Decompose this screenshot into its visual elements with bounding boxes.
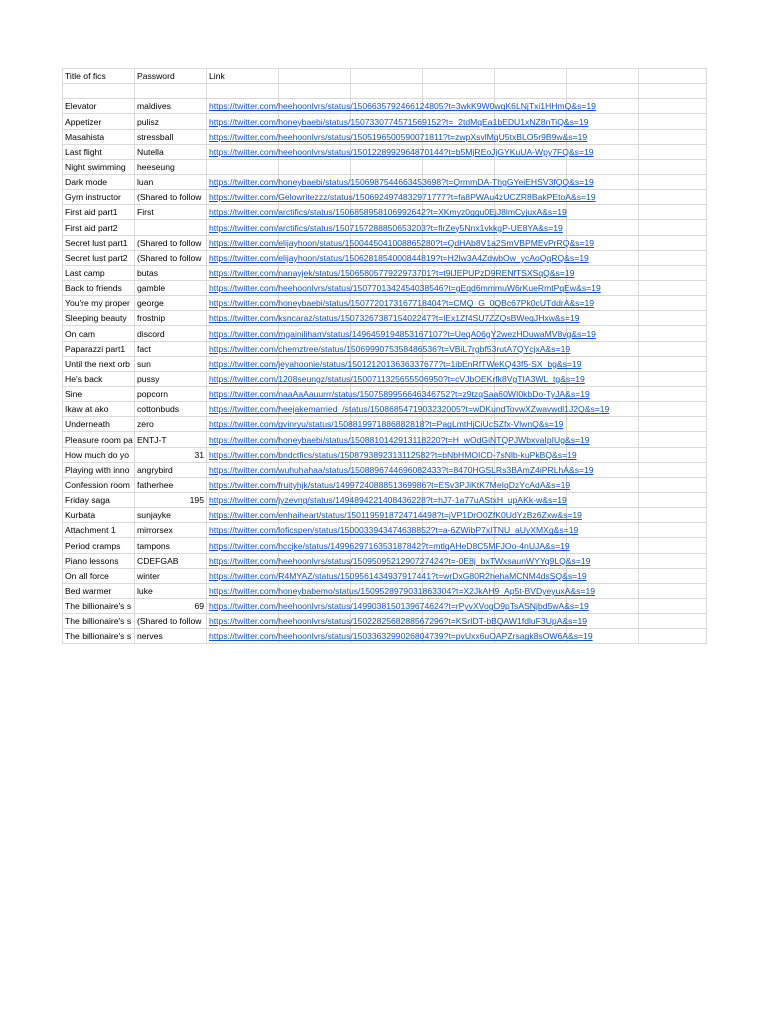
empty-cell bbox=[567, 417, 639, 432]
empty-cell bbox=[639, 129, 707, 144]
link-cell[interactable] bbox=[207, 114, 589, 129]
empty-cell bbox=[639, 402, 707, 417]
fic-link[interactable]: https://twitter.com/fruityhjk/status/1499724088851369986?t=ESv3PJiKtK7MeIqDzYcAdA&s=19 bbox=[209, 479, 571, 490]
fic-title-cell[interactable]: The billionaire's s bbox=[63, 598, 135, 613]
table-row bbox=[63, 477, 707, 492]
link-cell[interactable] bbox=[207, 371, 585, 386]
empty-cell bbox=[639, 69, 707, 84]
password-cell[interactable]: (Shared to follow bbox=[135, 235, 207, 250]
link-cell[interactable] bbox=[207, 492, 567, 507]
password-cell[interactable]: george bbox=[135, 296, 207, 311]
header-link: Link bbox=[207, 69, 279, 84]
fic-link[interactable]: https://twitter.com/1208seungz/status/1500711325655506950?t=cVJbOEKrfk8VgTIA3WL_tg&s=19 bbox=[209, 373, 585, 384]
fic-link[interactable]: https://twitter.com/nanayjek/status/1506580577922973701?t=t9lJEPUPzD9RENfTSXSqQ&s=19 bbox=[209, 267, 575, 278]
fic-title-cell[interactable]: First aid part2 bbox=[63, 220, 135, 235]
link-cell[interactable] bbox=[207, 462, 594, 477]
empty-cell bbox=[639, 598, 707, 613]
password-cell[interactable]: cottonbuds bbox=[135, 402, 207, 417]
table-row bbox=[63, 311, 707, 326]
fic-link[interactable]: https://twitter.com/Gelowritezzz/status/1506924974832971777?t=fa8PWAu4zUCZR8BakPEtoA&s=19 bbox=[209, 192, 596, 203]
password-cell[interactable]: (Shared to follow bbox=[135, 250, 207, 265]
table-row bbox=[63, 614, 707, 629]
link-cell[interactable] bbox=[207, 144, 594, 159]
fic-link[interactable]: https://twitter.com/arctifics/status/1506858958106992642?t=XKmyz0ggu0EjJ8lmCyjuxA&s=19 bbox=[209, 207, 567, 218]
fic-link[interactable]: https://twitter.com/honeybaebi/status/1507330774571569152?t=_2tdMqEa1bEDU1xNZ8nTiQ&s=19 bbox=[209, 116, 589, 127]
password-cell[interactable] bbox=[135, 220, 207, 235]
password-cell[interactable]: butas bbox=[135, 265, 207, 280]
fic-link[interactable]: https://twitter.com/heejakemarried_/status/1508685471903232005?t=wDKundTovwXZwavwdl1J2Q&s=19 bbox=[209, 404, 610, 415]
empty-cell bbox=[639, 84, 707, 99]
table-row bbox=[63, 159, 707, 174]
password-cell[interactable]: 69 bbox=[135, 598, 207, 613]
link-cell[interactable] bbox=[207, 629, 593, 644]
table-row bbox=[63, 432, 707, 447]
empty-cell bbox=[639, 356, 707, 371]
fic-title-cell[interactable]: Last camp bbox=[63, 265, 135, 280]
empty-cell bbox=[639, 583, 707, 598]
fic-link[interactable]: https://twitter.com/honeybaebi/status/1508810142913118220?t=H_wOdGiNTQPJWbxvaIpIUg&s=19 bbox=[209, 434, 590, 445]
table-row bbox=[63, 523, 707, 538]
link-cell[interactable] bbox=[207, 538, 570, 553]
fic-link[interactable]: https://twitter.com/heehoonlvrs/status/1506635792466124805?t=3wkK9W0wqK6LNjTxi1HHmQ&s=19 bbox=[209, 101, 596, 112]
fic-title-cell[interactable]: Confession room bbox=[63, 477, 135, 492]
password-cell[interactable]: fact bbox=[135, 341, 207, 356]
link-cell[interactable] bbox=[207, 296, 595, 311]
link-cell[interactable] bbox=[207, 583, 596, 598]
empty-cell bbox=[639, 508, 707, 523]
fic-link[interactable]: https://twitter.com/naaAaAauurrr/status/1507589956646346752?t=z9tzqSaa60WI0kbDo-TyJA&s=19 bbox=[209, 389, 590, 400]
empty-cell bbox=[639, 417, 707, 432]
fic-title-cell[interactable]: Friday saga bbox=[63, 492, 135, 507]
empty-cell bbox=[639, 553, 707, 568]
empty-cell bbox=[639, 235, 707, 250]
password-cell[interactable]: stressball bbox=[135, 129, 207, 144]
empty-cell bbox=[639, 523, 707, 538]
empty-cell bbox=[639, 296, 707, 311]
empty-cell bbox=[567, 265, 639, 280]
empty-cell bbox=[639, 614, 707, 629]
table-row bbox=[63, 417, 707, 432]
fic-link[interactable]: https://twitter.com/chemztree/status/1506999075358486536?t=VBiL7rgbf53rutA7QYcjxA&s=19 bbox=[209, 343, 571, 354]
fic-title-cell[interactable]: Kurbata bbox=[63, 508, 135, 523]
password-cell[interactable]: (Shared to follow bbox=[135, 614, 207, 629]
link-cell[interactable] bbox=[207, 99, 596, 114]
table-row bbox=[63, 235, 707, 250]
table-row bbox=[63, 356, 707, 371]
empty-cell bbox=[639, 568, 707, 583]
empty-cell bbox=[639, 538, 707, 553]
empty-cell bbox=[63, 84, 135, 99]
link-cell[interactable] bbox=[207, 598, 589, 613]
empty-cell bbox=[567, 69, 639, 84]
empty-cell bbox=[639, 205, 707, 220]
table-row bbox=[63, 462, 707, 477]
empty-cell bbox=[207, 84, 279, 99]
empty-cell bbox=[351, 84, 423, 99]
link-cell[interactable] bbox=[207, 341, 571, 356]
fic-link[interactable]: https://twitter.com/honeybabemo/status/1509528979031863304?t=X2JkAH9_Ap5t-BVDyeyuxA&s=19 bbox=[209, 585, 596, 596]
fic-link[interactable]: https://twitter.com/ksncaraz/status/1507326738715402247?t=lEx1Zf4SU7ZZQsBWeqJHxw&s=19 bbox=[209, 313, 580, 324]
table-row bbox=[63, 326, 707, 341]
fic-link[interactable]: https://twitter.com/mgainiliham/status/1496459194853167107?t=UeqA06gY2wezHDuwaMV8vg&s=19 bbox=[209, 328, 596, 339]
fic-link[interactable]: https://twitter.com/hccjke/status/1499629716353187842?t=mtlqAHeD8C5MFJOo-4nUJA&s=19 bbox=[209, 540, 570, 551]
table-row bbox=[63, 99, 707, 114]
empty-cell bbox=[423, 84, 495, 99]
password-cell[interactable]: tampons bbox=[135, 538, 207, 553]
fic-link[interactable]: https://twitter.com/wuhuhahaa/status/1508896744696082433?t=8470HGSLRs3BAmZ4iPRLhA&s=19 bbox=[209, 464, 594, 475]
fic-link[interactable]: https://twitter.com/heehoonlvrs/status/1509509521290727424?t=-0E8j_bxTWxsaunWYYq9LQ&s=19 bbox=[209, 555, 591, 566]
link-cell[interactable] bbox=[207, 129, 588, 144]
link-cell[interactable] bbox=[207, 205, 567, 220]
fic-title-cell[interactable]: Back to friends bbox=[63, 280, 135, 295]
empty-cell bbox=[639, 280, 707, 295]
empty-cell bbox=[639, 250, 707, 265]
table-row bbox=[63, 190, 707, 205]
fic-title-cell[interactable]: Period cramps bbox=[63, 538, 135, 553]
link-cell[interactable] bbox=[207, 265, 575, 280]
fic-link[interactable]: https://twitter.com/R4MYAZ/status/1509561434937917441?t=wrDxG80R2hehaMCNM4dsSQ&s=19 bbox=[209, 570, 587, 581]
fic-title-cell[interactable]: Bed warmer bbox=[63, 583, 135, 598]
empty-cell bbox=[639, 492, 707, 507]
table-row bbox=[63, 629, 707, 644]
password-cell[interactable]: pussy bbox=[135, 371, 207, 386]
table-row bbox=[63, 250, 707, 265]
empty-cell bbox=[423, 69, 495, 84]
empty-cell bbox=[567, 84, 639, 99]
fic-link[interactable]: https://twitter.com/heehoonlvrs/status/1503363299026804739?t=pvUxx6uOAPZrsagk8sOW6A&s=19 bbox=[209, 631, 593, 642]
blank-row bbox=[63, 84, 707, 99]
empty-cell bbox=[567, 477, 639, 492]
password-cell[interactable]: 31 bbox=[135, 447, 207, 462]
table-row bbox=[63, 508, 707, 523]
password-cell[interactable]: 195 bbox=[135, 492, 207, 507]
empty-cell bbox=[639, 371, 707, 386]
table-row bbox=[63, 386, 707, 401]
fic-title-cell[interactable]: Masahista bbox=[63, 129, 135, 144]
empty-cell bbox=[567, 220, 639, 235]
fic-title-cell[interactable]: Secret lust part1 bbox=[63, 235, 135, 250]
empty-cell bbox=[567, 205, 639, 220]
password-cell[interactable]: (Shared to follow bbox=[135, 190, 207, 205]
password-cell[interactable]: sunjayke bbox=[135, 508, 207, 523]
fic-link[interactable]: https://twitter.com/honeybaebi/status/1507720173167718404?t=CMQ_G_0QBc67Pk0cUTddrA&s=19 bbox=[209, 298, 595, 309]
password-cell[interactable]: popcorn bbox=[135, 386, 207, 401]
empty-cell bbox=[639, 265, 707, 280]
spreadsheet-table bbox=[62, 68, 707, 644]
fic-link[interactable]: https://twitter.com/loficspen/status/1500033943474638852?t=a-6ZWibP7xITNU_aUyXMXg&s=19 bbox=[209, 525, 579, 536]
empty-cell bbox=[495, 159, 567, 174]
fic-link[interactable]: https://twitter.com/elijayhoon/status/1506281854000844819?t=H2lw3A4ZdwbOw_ycAoQqRQ&s=19 bbox=[209, 252, 589, 263]
password-cell[interactable]: pulisz bbox=[135, 114, 207, 129]
link-cell[interactable] bbox=[207, 477, 571, 492]
table-row bbox=[63, 265, 707, 280]
link-cell[interactable] bbox=[207, 220, 563, 235]
empty-cell bbox=[135, 84, 207, 99]
fic-link[interactable]: https://twitter.com/enhaiheart/status/1501195918724714498?t=jVP1DrO0ZfK0UdYzBz6Zxw&s=19 bbox=[209, 510, 582, 521]
empty-cell bbox=[639, 311, 707, 326]
link-cell[interactable] bbox=[207, 280, 601, 295]
empty-cell bbox=[495, 69, 567, 84]
fic-title-cell[interactable]: Pleasure room pa bbox=[63, 432, 135, 447]
empty-cell bbox=[639, 629, 707, 644]
password-cell[interactable]: mirrorsex bbox=[135, 523, 207, 538]
link-cell[interactable] bbox=[207, 311, 580, 326]
empty-cell bbox=[639, 174, 707, 189]
link-cell[interactable] bbox=[207, 553, 591, 568]
table-row bbox=[63, 205, 707, 220]
fic-title-cell[interactable]: Appetizer bbox=[63, 114, 135, 129]
link-cell[interactable] bbox=[207, 614, 588, 629]
empty-cell bbox=[567, 538, 639, 553]
fic-title-cell[interactable]: First aid part1 bbox=[63, 205, 135, 220]
password-cell[interactable]: Nutella bbox=[135, 144, 207, 159]
empty-cell bbox=[639, 99, 707, 114]
fic-title-cell[interactable]: Dark mode bbox=[63, 174, 135, 189]
fic-title-cell[interactable]: Sine bbox=[63, 386, 135, 401]
fic-title-cell[interactable]: Piano lessons bbox=[63, 553, 135, 568]
empty-cell bbox=[639, 432, 707, 447]
fic-title-cell[interactable]: Attachment 1 bbox=[63, 523, 135, 538]
password-cell[interactable]: nerves bbox=[135, 629, 207, 644]
empty-cell bbox=[639, 386, 707, 401]
password-cell[interactable]: luke bbox=[135, 583, 207, 598]
fic-title-cell[interactable]: Ikaw at ako bbox=[63, 402, 135, 417]
link-cell[interactable] bbox=[207, 447, 577, 462]
table-row bbox=[63, 341, 707, 356]
empty-cell bbox=[495, 84, 567, 99]
empty-cell bbox=[639, 159, 707, 174]
fic-link[interactable]: https://twitter.com/gvinryu/status/1508819971886882818?t=PagLmtHjCiUcSZfx-VlwnQ&s=19 bbox=[209, 419, 564, 430]
fic-link[interactable]: https://twitter.com/honeybaebi/status/1506987544663453698?t=QrmmDA-ThgGYeiEHSV3fQQ&s=19 bbox=[209, 177, 594, 188]
password-cell[interactable]: heeseung bbox=[135, 159, 207, 174]
fic-link[interactable]: https://twitter.com/heehoonlvrs/status/1499038150139674624?t=rPyvXVogO9pTsASNjbd5wA&s=19 bbox=[209, 601, 589, 612]
password-cell[interactable]: frostnip bbox=[135, 311, 207, 326]
empty-cell bbox=[567, 341, 639, 356]
table-row bbox=[63, 568, 707, 583]
table-row bbox=[63, 296, 707, 311]
empty-cell bbox=[567, 159, 639, 174]
password-cell[interactable]: CDEFGAB bbox=[135, 553, 207, 568]
fic-link[interactable]: https://twitter.com/jyzevng/status/1494894221408436228?t=hJ7-1a77uAStxH_upAKk-w&s=19 bbox=[209, 495, 567, 506]
fic-title-cell[interactable]: On cam bbox=[63, 326, 135, 341]
fic-link[interactable]: https://twitter.com/arctifics/status/1507157288850653203?t=flrZey5Nnx1vkkgP-UE8YA&s=19 bbox=[209, 222, 563, 233]
table-row bbox=[63, 144, 707, 159]
fic-link[interactable]: https://twitter.com/heehoonlvrs/status/1501228992964870144?t=b5MjREoJjGYKuUA-Wpy7FQ&s=19 bbox=[209, 146, 594, 157]
fic-title-cell[interactable]: The billionaire's s bbox=[63, 614, 135, 629]
empty-cell bbox=[639, 341, 707, 356]
table-row bbox=[63, 583, 707, 598]
fic-link[interactable]: https://twitter.com/heehoonlvrs/status/1505196500590071811?t=zwpXsvlMqU5txBLO5r9B9w&s=19 bbox=[209, 131, 588, 142]
empty-cell bbox=[639, 220, 707, 235]
table-row bbox=[63, 174, 707, 189]
table-row bbox=[63, 492, 707, 507]
password-cell[interactable]: fatherhee bbox=[135, 477, 207, 492]
link-cell[interactable] bbox=[207, 432, 590, 447]
empty-cell bbox=[351, 69, 423, 84]
empty-cell bbox=[567, 447, 639, 462]
fic-title-cell[interactable]: How much do yo bbox=[63, 447, 135, 462]
empty-cell bbox=[639, 190, 707, 205]
link-cell[interactable] bbox=[207, 508, 582, 523]
link-cell[interactable] bbox=[207, 523, 579, 538]
password-cell[interactable]: sun bbox=[135, 356, 207, 371]
fic-title-cell[interactable]: The billionaire's s bbox=[63, 629, 135, 644]
password-cell[interactable]: maldives bbox=[135, 99, 207, 114]
fic-title-cell[interactable]: Last flight bbox=[63, 144, 135, 159]
fic-title-cell[interactable]: Playing with inno bbox=[63, 462, 135, 477]
table-row bbox=[63, 553, 707, 568]
table-row bbox=[63, 371, 707, 386]
table-row bbox=[63, 538, 707, 553]
fic-title-cell[interactable]: You're my proper bbox=[63, 296, 135, 311]
empty-cell bbox=[279, 159, 351, 174]
fic-link[interactable]: https://twitter.com/heehoonlvrs/status/1507701342454038546?t=gEqd6mmmuW6rKueRmtPqEw&s=19 bbox=[209, 283, 601, 294]
password-cell[interactable]: zero bbox=[135, 417, 207, 432]
link-cell[interactable] bbox=[207, 402, 610, 417]
empty-cell bbox=[639, 144, 707, 159]
empty-cell bbox=[567, 492, 639, 507]
table-row bbox=[63, 598, 707, 613]
password-cell[interactable]: winter bbox=[135, 568, 207, 583]
fic-link[interactable]: https://twitter.com/bndctfics/status/1508793892313112582?t=bNbHMOICD-7sNlb-kuPkBQ&s=19 bbox=[209, 449, 577, 460]
table-row bbox=[63, 114, 707, 129]
table-row bbox=[63, 280, 707, 295]
header-password: Password bbox=[135, 69, 207, 84]
fic-title-cell[interactable]: He's back bbox=[63, 371, 135, 386]
table-row bbox=[63, 220, 707, 235]
header-title: Title of fics bbox=[63, 69, 135, 84]
password-cell[interactable]: First bbox=[135, 205, 207, 220]
fic-link[interactable]: https://twitter.com/jeyahoonie/status/1501212013636337677?t=1ibEnRfTWeKQ43f5-SX_bg&s=19 bbox=[209, 358, 582, 369]
empty-cell bbox=[639, 447, 707, 462]
empty-cell bbox=[639, 114, 707, 129]
password-cell[interactable]: luan bbox=[135, 174, 207, 189]
link-cell[interactable] bbox=[207, 190, 596, 205]
empty-cell bbox=[279, 69, 351, 84]
fic-title-cell[interactable]: Underneath bbox=[63, 417, 135, 432]
link-cell[interactable] bbox=[207, 386, 590, 401]
link-cell[interactable] bbox=[207, 174, 594, 189]
empty-cell bbox=[279, 84, 351, 99]
password-cell[interactable]: gamble bbox=[135, 280, 207, 295]
password-cell[interactable]: ENTJ-T bbox=[135, 432, 207, 447]
fic-title-cell[interactable]: Elevator bbox=[63, 99, 135, 114]
fic-link[interactable]: https://twitter.com/heehoonlvrs/status/1502282568288567296?t=KSrIDT-bBQAW1fdluF3UpA&s=19 bbox=[209, 616, 588, 627]
link-cell[interactable] bbox=[207, 250, 589, 265]
empty-cell bbox=[639, 462, 707, 477]
empty-cell bbox=[351, 159, 423, 174]
password-cell[interactable]: discord bbox=[135, 326, 207, 341]
fic-title-cell[interactable]: Until the next orb bbox=[63, 356, 135, 371]
table-row bbox=[63, 447, 707, 462]
fic-title-cell[interactable]: Paparazzi part1 bbox=[63, 341, 135, 356]
empty-cell bbox=[639, 326, 707, 341]
empty-cell bbox=[423, 159, 495, 174]
fic-title-cell[interactable]: Sleeping beauty bbox=[63, 311, 135, 326]
fic-title-cell[interactable]: Night swimming bbox=[63, 159, 135, 174]
empty-cell bbox=[639, 477, 707, 492]
fic-title-cell[interactable]: Gym instructor bbox=[63, 190, 135, 205]
fic-title-cell[interactable]: Secret lust part2 bbox=[63, 250, 135, 265]
link-cell[interactable] bbox=[207, 417, 564, 432]
link-cell[interactable] bbox=[207, 159, 279, 174]
link-cell[interactable] bbox=[207, 235, 595, 250]
link-cell[interactable] bbox=[207, 356, 582, 371]
table-row bbox=[63, 402, 707, 417]
link-cell[interactable] bbox=[207, 326, 596, 341]
header-row bbox=[63, 69, 707, 84]
table-row bbox=[63, 129, 707, 144]
link-cell[interactable] bbox=[207, 568, 587, 583]
fic-title-cell[interactable]: On all force bbox=[63, 568, 135, 583]
password-cell[interactable]: angrybird bbox=[135, 462, 207, 477]
fic-link[interactable]: https://twitter.com/elijayhoon/status/1500445041008865280?t=QdHAb8V1a2SmVBPMEvPrRQ&s=19 bbox=[209, 237, 595, 248]
